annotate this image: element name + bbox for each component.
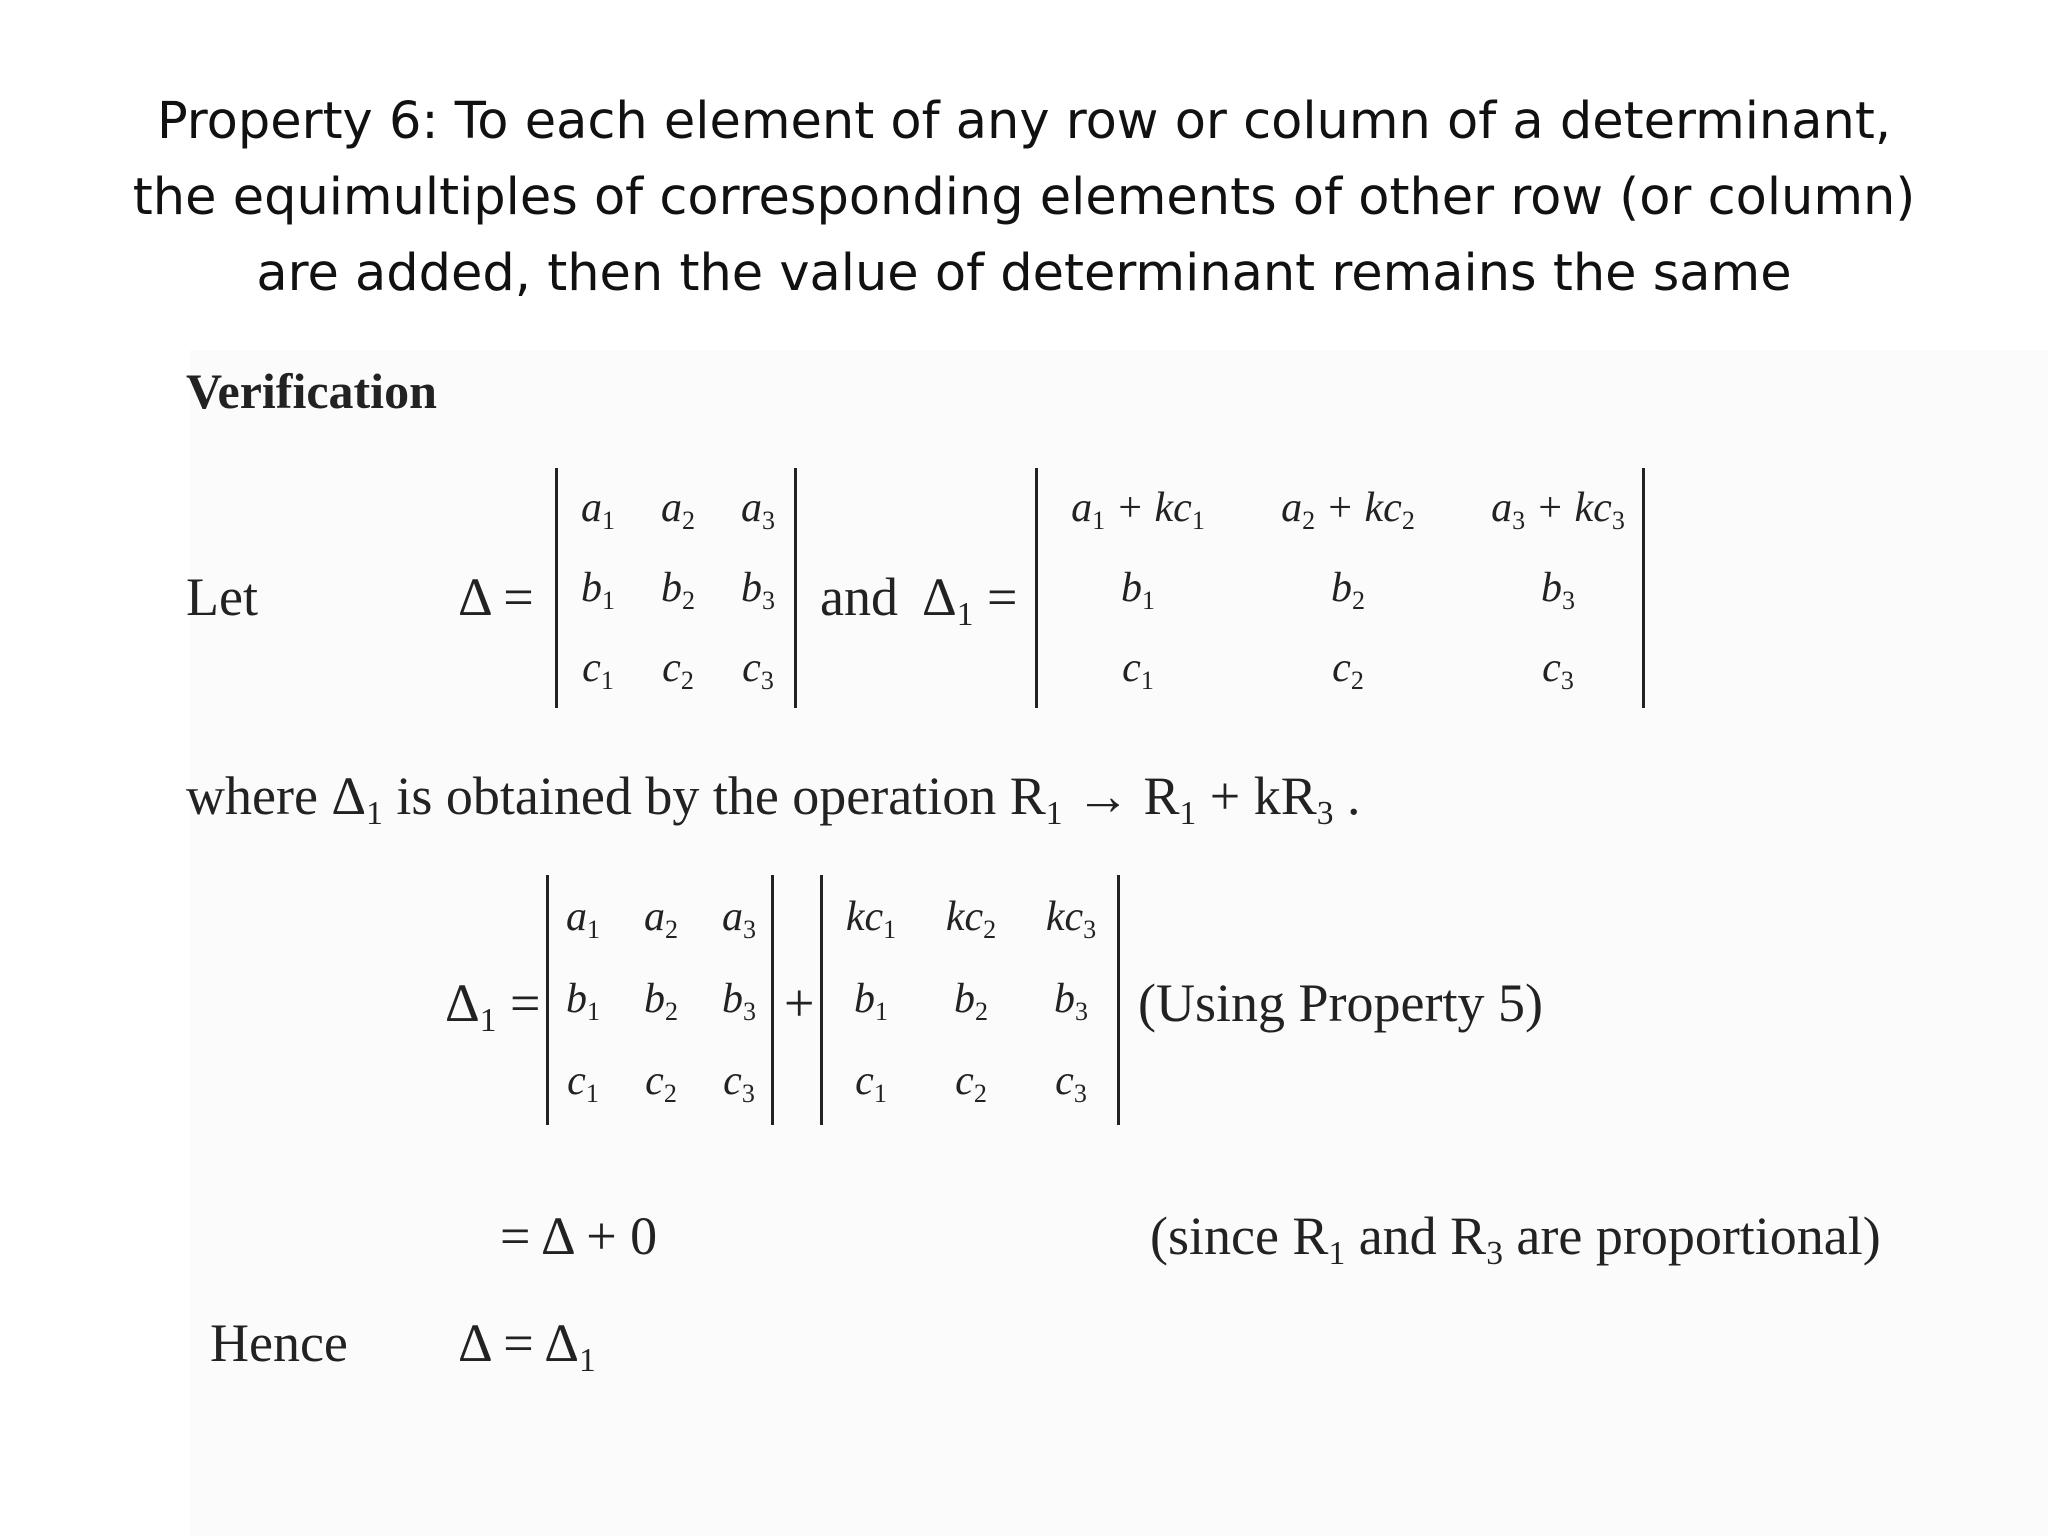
delta1-cell-r1c1: $a_1 + kc_1$ <box>1071 485 1205 535</box>
using-property-note: (Using Property 5) <box>1138 973 1543 1033</box>
title-line-1: Property 6: To each element of any row or column of a determinant, <box>156 92 1892 151</box>
delta-cell-r2c2: $b_2$ <box>660 565 696 615</box>
delta-equals: Δ = <box>458 567 534 627</box>
delta-cell-r1c1: $a_1$ <box>580 485 616 535</box>
determinant-k-row <box>820 875 1120 1125</box>
delta1-cell-r3c1: $c_1$ <box>1122 645 1154 695</box>
delta-cell-r3c2: $c_2$ <box>662 645 694 695</box>
delta1-cell-r1c2: $a_2 + kc_2$ <box>1281 485 1415 535</box>
expansion-left-cell-r1c1: $a_1$ <box>565 894 601 944</box>
delta-cell-r1c3: $a_3$ <box>740 485 776 535</box>
delta-cell-r3c3: $c_3$ <box>742 645 774 695</box>
expansion-left-cell-r1c2: $a_2$ <box>643 894 679 944</box>
verification-heading: Verification <box>186 363 437 419</box>
delta1-label: $\Delta_1$ = <box>922 567 1018 634</box>
expansion-left-cell-r2c1: $b_1$ <box>565 976 601 1026</box>
operation-description: where $\Delta_1$ is obtained by the operation $R_1 \to R_1 + kR_3$ . <box>186 766 1361 833</box>
determinant-delta <box>555 468 797 708</box>
slide-title <box>0 84 2048 312</box>
step-result: = Δ + 0 <box>500 1206 658 1266</box>
delta-cell-r1c2: $a_2$ <box>660 485 696 535</box>
delta-cell-r2c1: $b_1$ <box>580 565 616 615</box>
expansion-left-cell-r3c2: $c_2$ <box>645 1058 677 1108</box>
delta1-cell-r2c3: $b_3$ <box>1540 565 1576 615</box>
expansion-left-cell-r3c1: $c_1$ <box>567 1058 599 1108</box>
let-label: Let <box>186 567 258 627</box>
expansion-right-cell-r2c1: $b_1$ <box>853 976 889 1026</box>
expansion-right-cell-r1c2: $kc_2$ <box>945 894 997 944</box>
delta-cell-r2c3: $b_3$ <box>740 565 776 615</box>
delta1-cell-r3c2: $c_2$ <box>1332 645 1364 695</box>
expansion-right-cell-r2c2: $b_2$ <box>953 976 989 1026</box>
expansion-right-cell-r3c1: $c_1$ <box>855 1058 887 1108</box>
title-line-3: are added, then the value of determinant remains the same <box>256 244 1792 303</box>
and-label: and <box>820 567 898 627</box>
delta-cell-r3c1: $c_1$ <box>582 645 614 695</box>
determinant-original <box>546 875 774 1125</box>
delta1-cell-r2c1: $b_1$ <box>1120 565 1156 615</box>
expansion-left-cell-r1c3: $a_3$ <box>721 894 757 944</box>
delta1-cell-r2c2: $b_2$ <box>1330 565 1366 615</box>
since-note: (since $R_1$ and $R_3$ are proportional) <box>1150 1206 1881 1273</box>
expansion-right-cell-r3c3: $c_3$ <box>1055 1058 1087 1108</box>
determinant-delta1 <box>1035 468 1645 708</box>
plus-sign: + <box>784 973 815 1033</box>
title-line-2: the equimultiples of corresponding elements of other row (or column) <box>132 168 1916 227</box>
expansion-right-cell-r1c1: $kc_1$ <box>845 894 897 944</box>
delta1-expansion-label: $\Delta_1$ = <box>445 973 541 1040</box>
expansion-right-cell-r2c3: $b_3$ <box>1053 976 1089 1026</box>
expansion-left-cell-r2c2: $b_2$ <box>643 976 679 1026</box>
hence-label: Hence <box>210 1313 348 1373</box>
delta1-cell-r1c3: $a_3 + kc_3$ <box>1491 485 1625 535</box>
expansion-left-cell-r3c3: $c_3$ <box>723 1058 755 1108</box>
expansion-right-cell-r3c2: $c_2$ <box>955 1058 987 1108</box>
delta1-cell-r3c3: $c_3$ <box>1542 645 1574 695</box>
expansion-right-cell-r1c3: $kc_3$ <box>1045 894 1097 944</box>
final-equation: $\Delta = \Delta_1$ <box>458 1313 596 1380</box>
expansion-left-cell-r2c3: $b_3$ <box>721 976 757 1026</box>
